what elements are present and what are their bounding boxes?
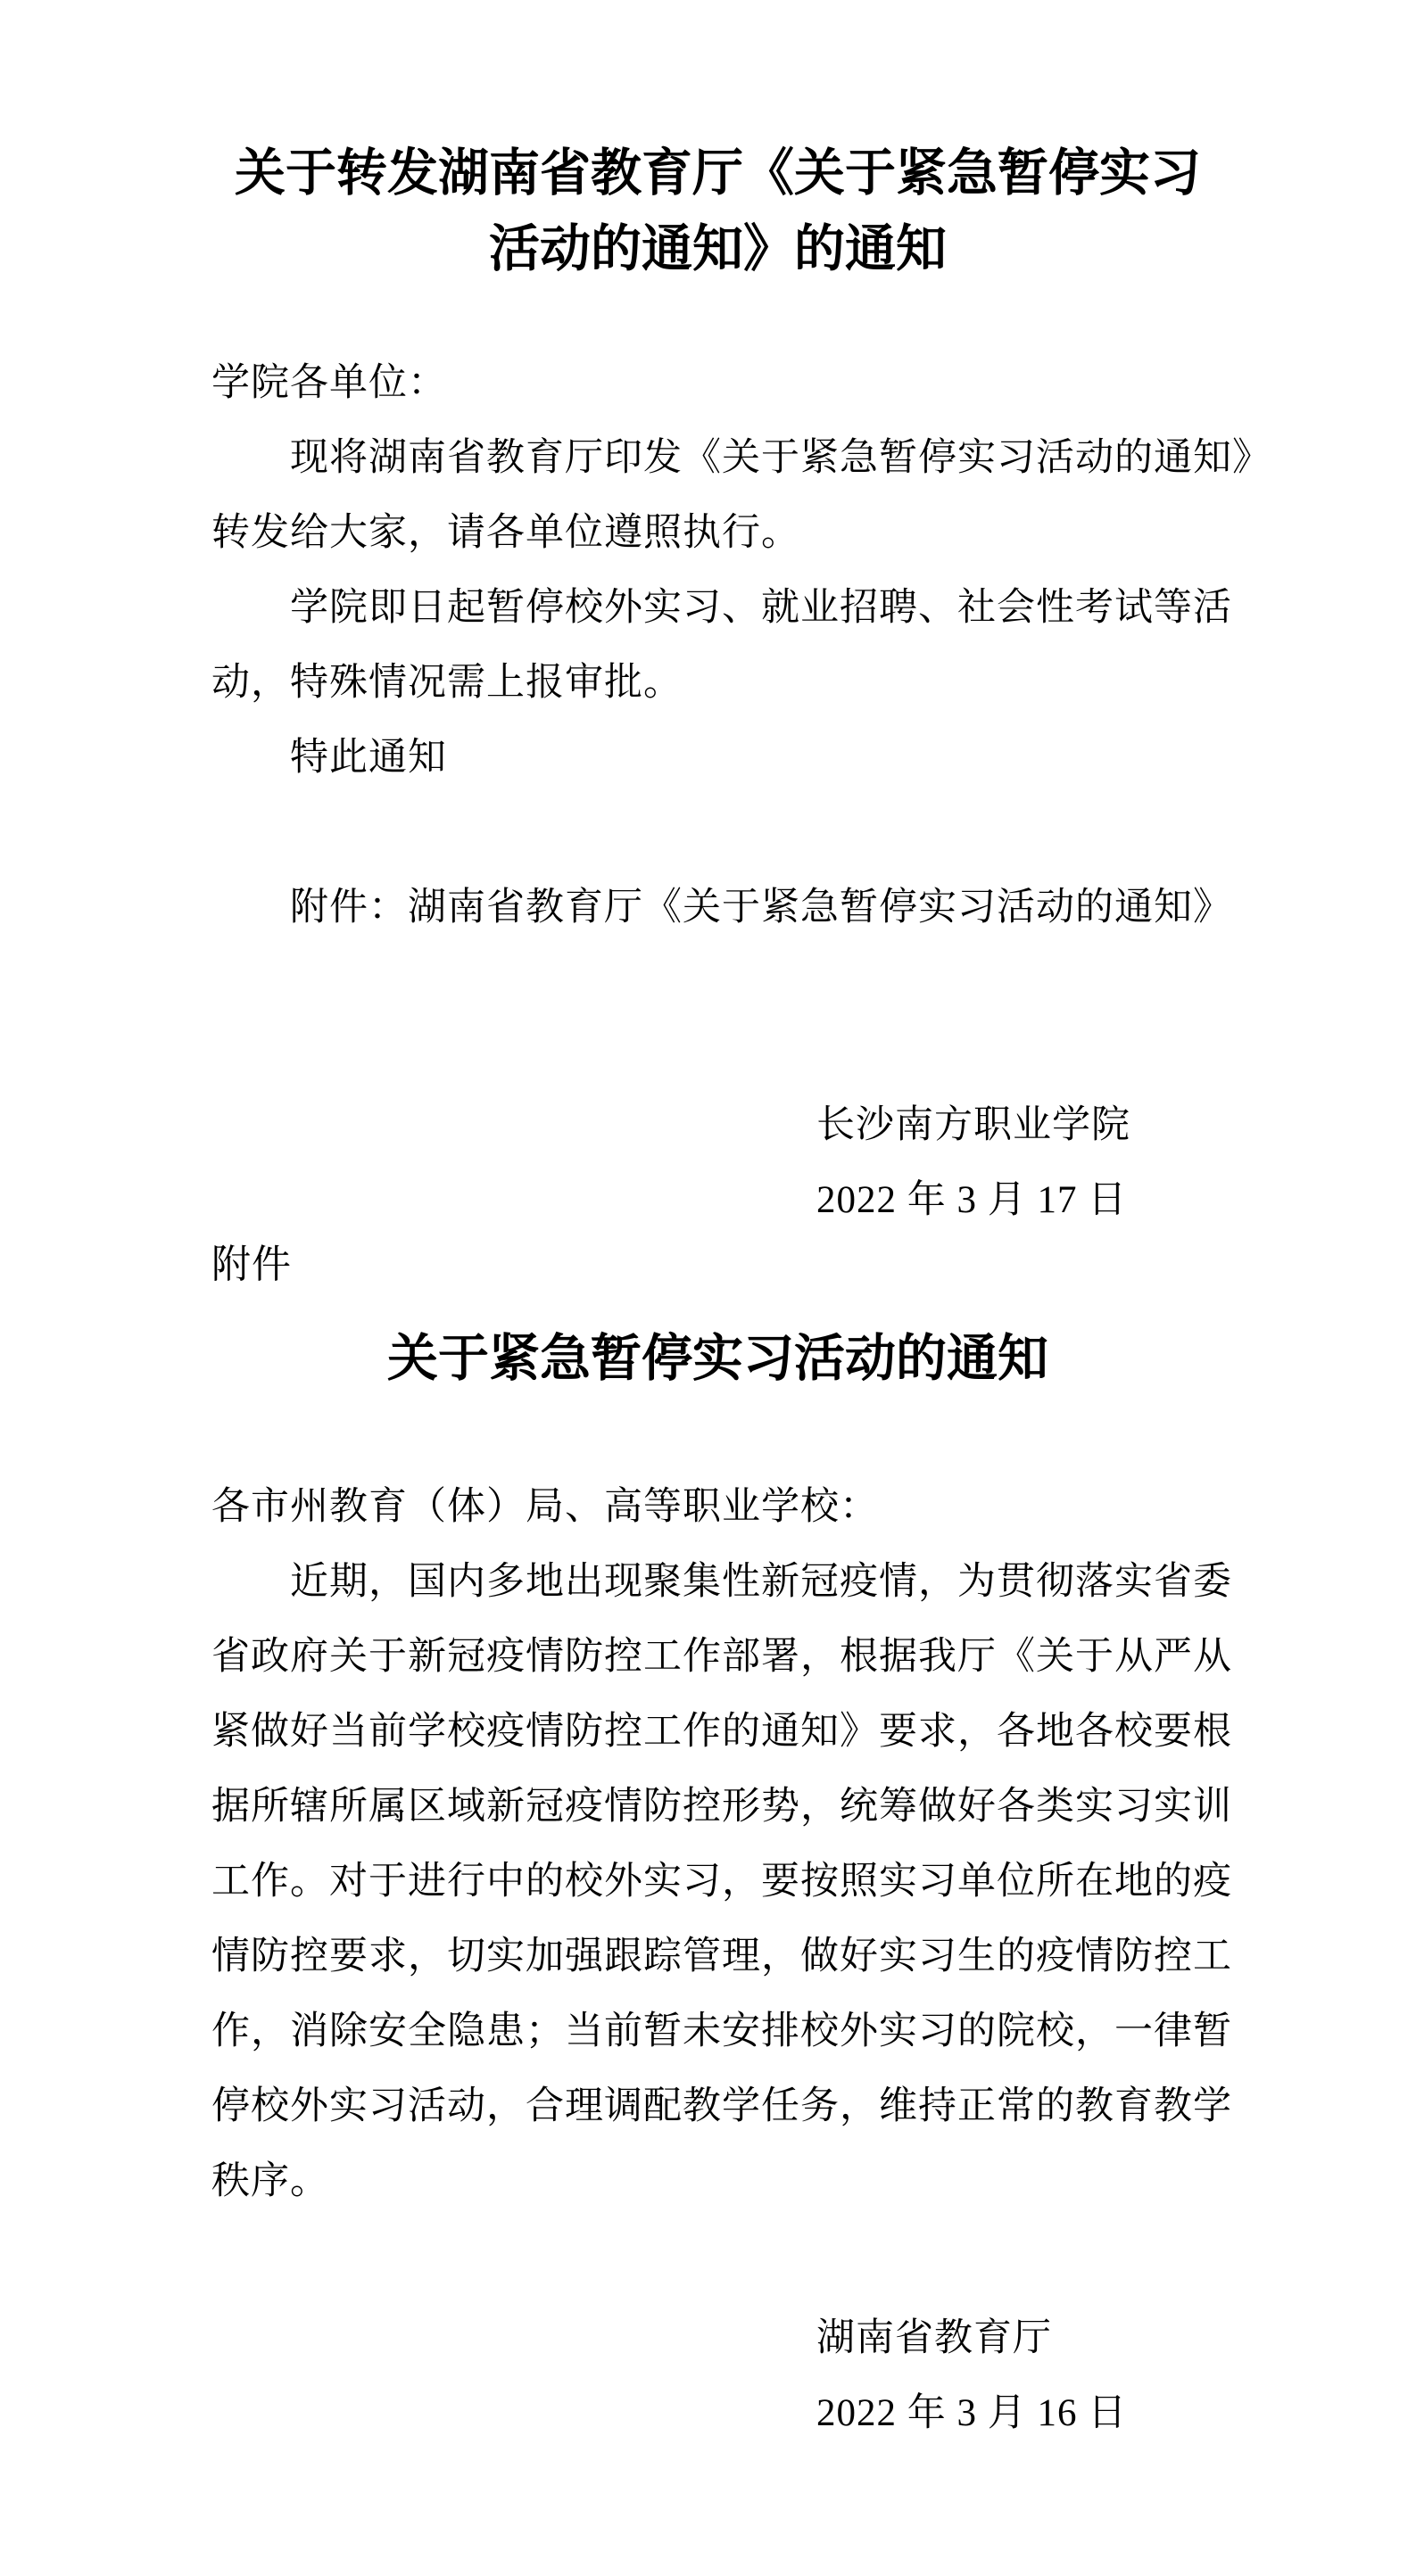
attachment-paragraph-line: 停校外实习活动，合理调配教学任务，维持正常的教育教学 (211, 2085, 1232, 2127)
attachment-signature-block (211, 2301, 1224, 2451)
attachment-paragraph-line: 工作。对于进行中的校外实习，要按照实习单位所在地的疫 (211, 1861, 1232, 1903)
notice-title-line: 关于转发湖南省教育厅《关于紧急暂停实习 (235, 145, 1201, 202)
notice-title-line: 活动的通知》的通知 (489, 221, 947, 277)
attachment-paragraph-line: 近期，国内多地出现聚集性新冠疫情，为贯彻落实省委 (290, 1561, 1232, 1603)
attachment-paragraph-line: 情防控要求，切实加强跟踪管理，做好实习生的疫情防控工 (211, 1936, 1232, 1977)
notice-paragraph-1 (211, 421, 1271, 571)
notice-paragraph-line: 现将湖南省教育厅印发《关于紧急暂停实习活动的通知》 (290, 437, 1271, 479)
notice-signature-date: 2022 年 3 月 17 日 (816, 1179, 1128, 1221)
attachment-paragraph-line: 紧做好当前学校疫情防控工作的通知》要求，各地各校要根 (211, 1711, 1232, 1753)
attachment-label: 附件 (211, 1243, 292, 1286)
notice-attachment-reference: 附件：湖南省教育厅《关于紧急暂停实习活动的通知》 (290, 887, 1232, 929)
attachment-title: 关于紧急暂停实习活动的通知 (387, 1331, 1048, 1387)
notice-paragraph-line: 动，特殊情况需上报审批。 (211, 662, 683, 704)
attachment-paragraph (211, 1545, 1232, 2219)
notice-title (211, 136, 1224, 287)
attachment-salutation: 各市州教育（体）局、高等职业学校： (211, 1486, 879, 1528)
attachment-paragraph-line: 省政府关于新冠疫情防控工作部署，根据我厅《关于从严从 (211, 1636, 1232, 1678)
notice-paragraph-2 (211, 571, 1232, 721)
attachment-paragraph-line: 秩序。 (211, 2160, 329, 2202)
notice-body (211, 346, 1271, 1292)
notice-closing: 特此通知 (290, 737, 447, 779)
attachment-signature-date: 2022 年 3 月 16 日 (816, 2392, 1128, 2434)
notice-salutation: 学院各单位： (211, 362, 447, 404)
notice-signer-name: 长沙南方职业学院 (816, 1104, 1130, 1146)
attachment-paragraph-line: 作，消除安全隐患；当前暂未安排校外实习的院校，一律暂 (211, 2010, 1232, 2052)
attachment-signer-name: 湖南省教育厅 (816, 2317, 1052, 2359)
attachment-body (211, 1470, 1232, 2451)
attachment-paragraph-line: 据所辖所属区域新冠疫情防控形势，统筹做好各类实习实训 (211, 1786, 1232, 1828)
notice-signature-block (211, 1088, 1224, 1238)
notice-paragraph-line: 学院即日起暂停校外实习、就业招聘、社会性考试等活 (290, 587, 1232, 629)
notice-paragraph-line: 转发给大家，请各单位遵照执行。 (211, 512, 800, 554)
